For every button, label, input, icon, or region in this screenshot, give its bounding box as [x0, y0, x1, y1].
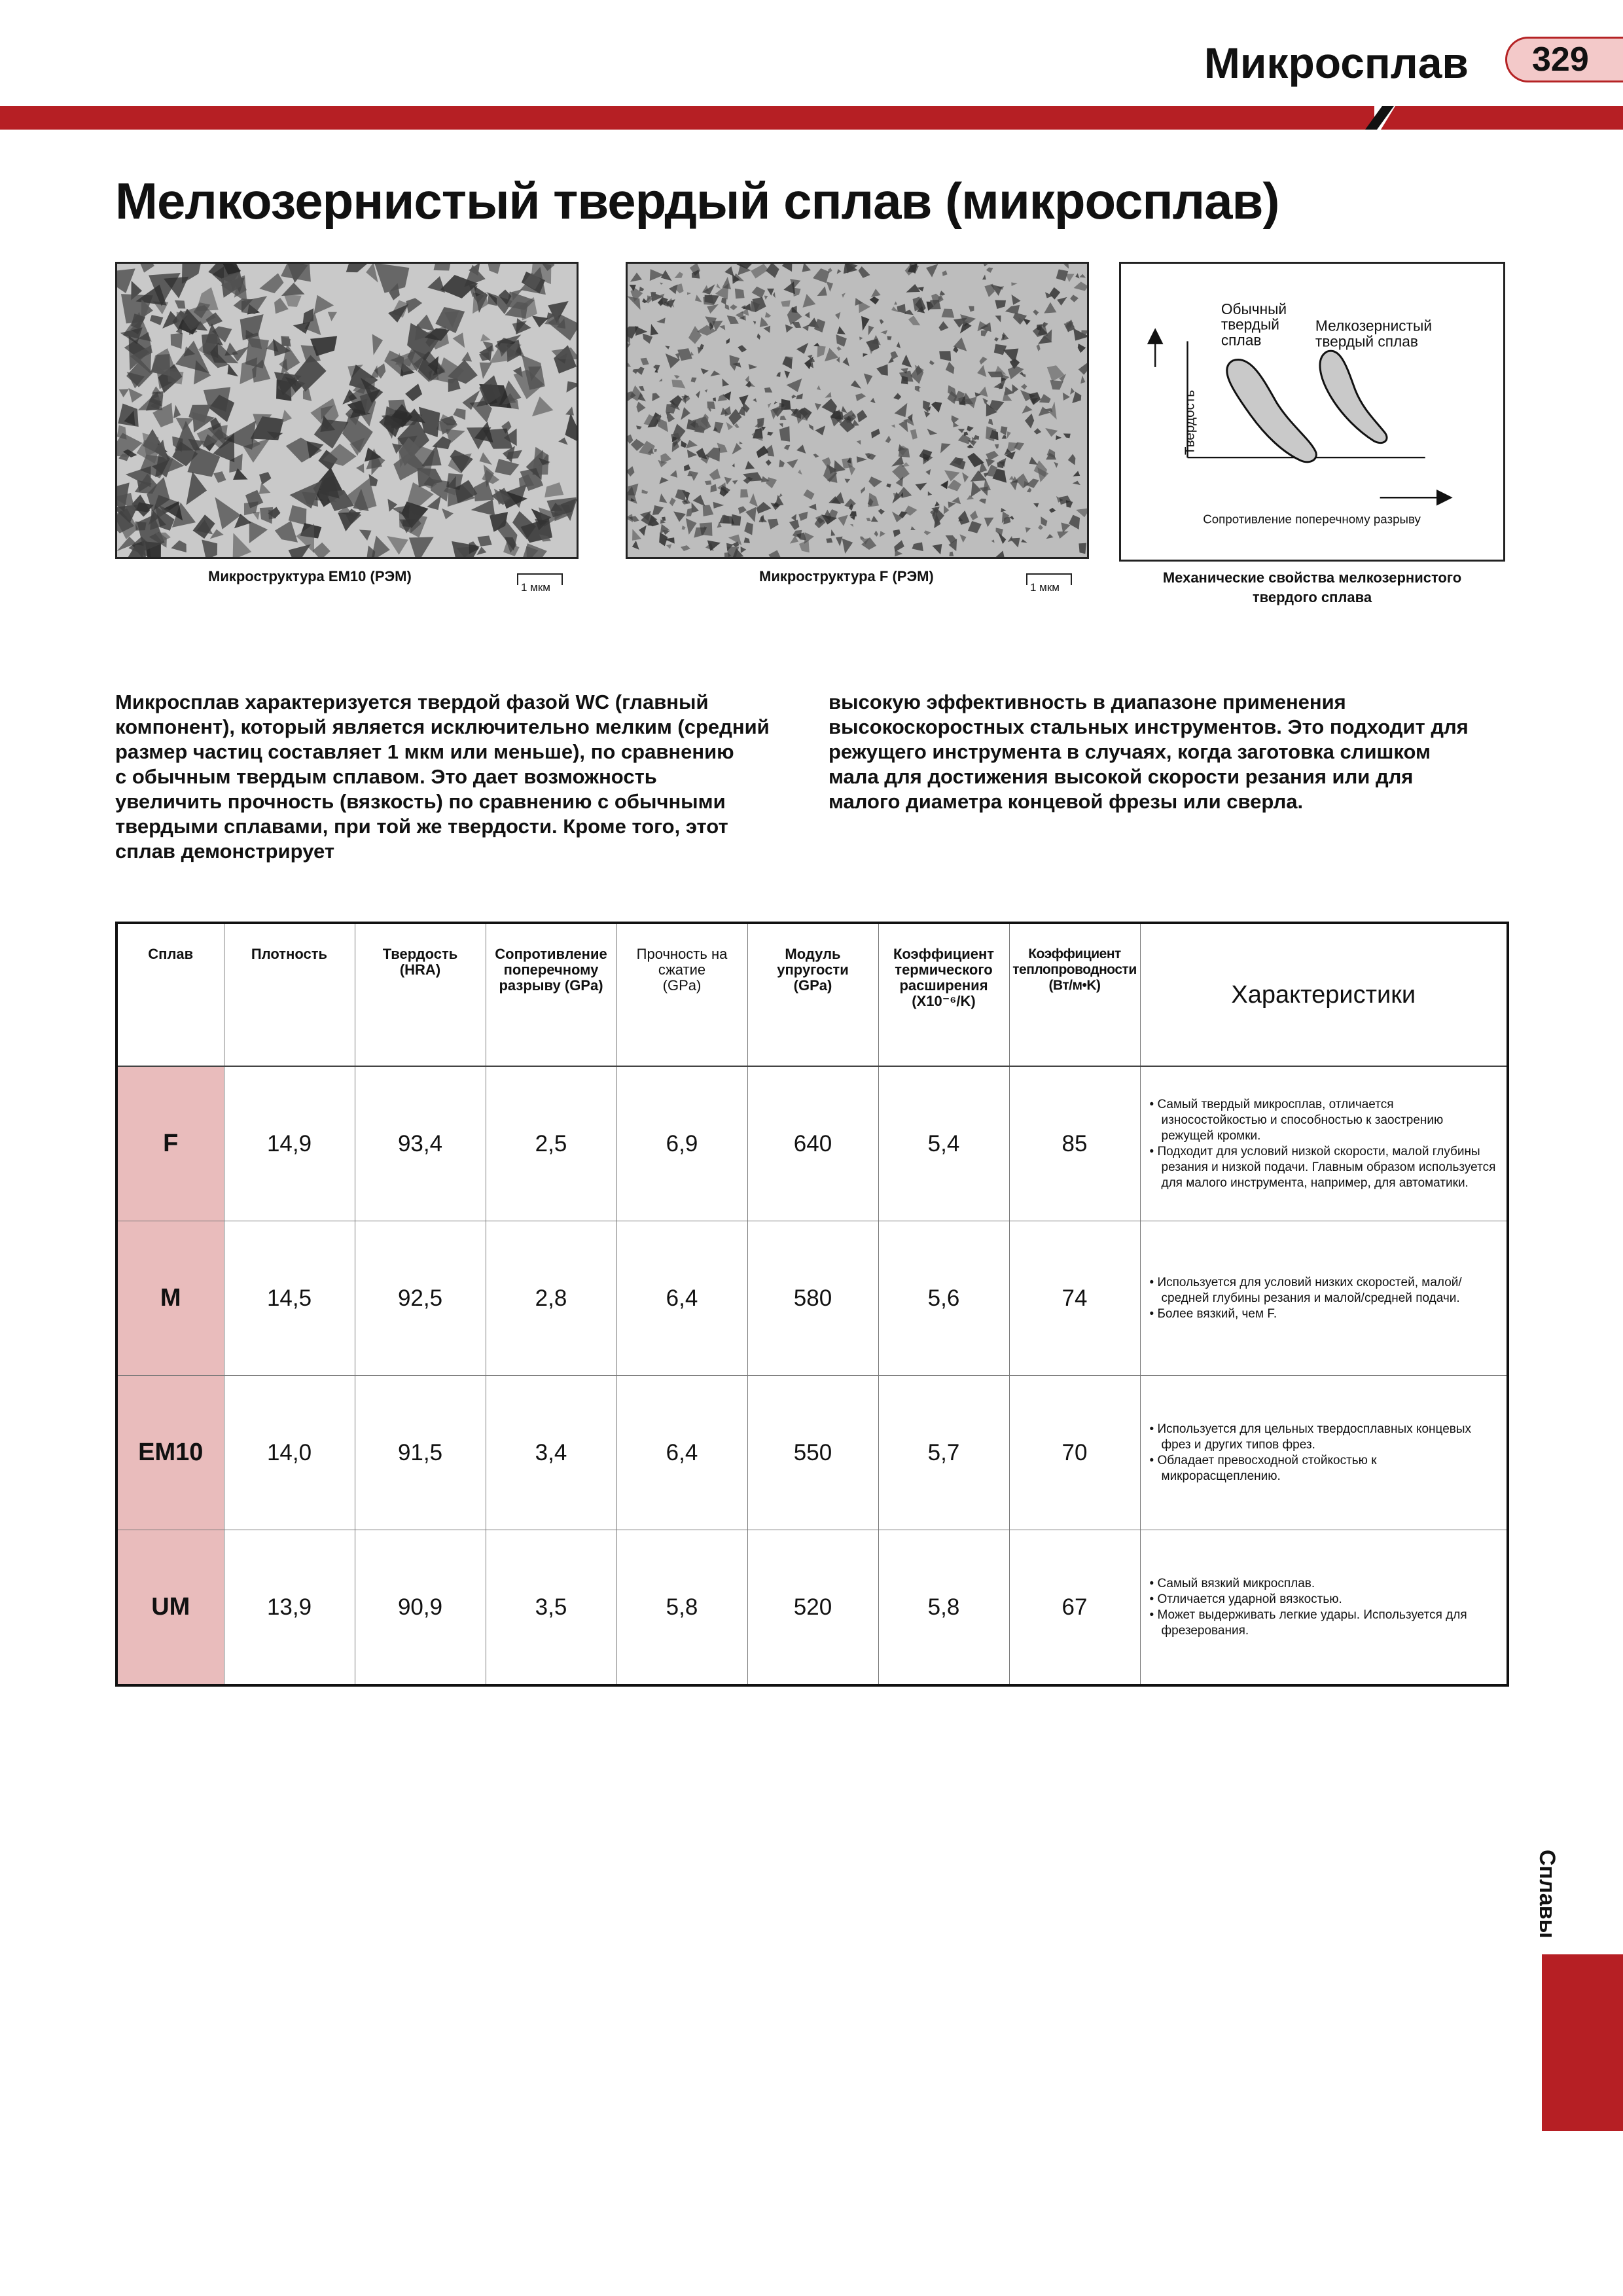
side-tab-label[interactable]: Сплавы: [1535, 1850, 1560, 1939]
cell-density: 14,0: [224, 1376, 355, 1530]
page-number-badge: [1505, 37, 1623, 82]
cell-features: [1140, 1376, 1508, 1530]
table-row: [116, 1066, 1508, 1221]
intro-text-col2: высокую эффективность в диапазоне применения высокоскоростных стальных инструментов. Это подходит для режущего инструмента в случаях, когда заготовка слишком мала для достижения высокой скорости резания или для малого диаметра концевой фрезы или сверла.: [829, 691, 1469, 813]
cell-grade: UM: [116, 1530, 224, 1686]
cell-compressive: 6,9: [616, 1066, 747, 1221]
intro-text-col1: Микросплав характеризуется твердой фазой WC (главный компонент), который является исключительно мелким (средний размер частиц составляет 1 мкм или меньше), по сравнению с обычным твердым сплавом. Это дает возможность увеличить прочность (вязкость) по сравнению с обычными твердыми сплавами, при той же твердости. Кроме того, этот сплав демонстрирует: [115, 691, 770, 863]
cell-modulus: 520: [747, 1530, 878, 1686]
header-rule: [0, 106, 1374, 130]
micrograph-em10: [115, 262, 579, 559]
cell-grade: F: [116, 1066, 224, 1221]
cell-compressive: 6,4: [616, 1376, 747, 1530]
diagram-caption: [1119, 568, 1505, 607]
cell-trs: 2,8: [486, 1221, 616, 1376]
col-header-trs: Сопротивление поперечному разрыву (GPa): [486, 923, 616, 1066]
grades-table: [115, 922, 1509, 1687]
cell-hardness: 92,5: [355, 1221, 486, 1376]
feature-item: • Может выдерживать легкие удары. Используется для фрезерования.: [1150, 1607, 1498, 1639]
feature-item: • Используется для условий низких скоростей, малой/средней глубины резания и малой/средней подачи.: [1150, 1275, 1498, 1306]
cell-hardness: 90,9: [355, 1530, 486, 1686]
table-row: [116, 1221, 1508, 1376]
side-tab-marker[interactable]: [1542, 1954, 1623, 2131]
cell-thermal-expansion: 5,7: [878, 1376, 1009, 1530]
fine-grain-alloy-region: [1320, 351, 1387, 442]
cell-density: 14,5: [224, 1221, 355, 1376]
cell-trs: 3,5: [486, 1530, 616, 1686]
conventional-alloy-region: [1227, 359, 1317, 461]
x-axis-label: Сопротивление поперечному разрыву: [1203, 512, 1421, 526]
cell-grade: EM10: [116, 1376, 224, 1530]
table-row: [116, 1376, 1508, 1530]
diagram-caption-line: твердого сплава: [1252, 589, 1372, 605]
properties-diagram: [1119, 262, 1505, 562]
col-header-features: Характеристики: [1140, 923, 1508, 1066]
scale-label: 1 мкм: [521, 581, 550, 594]
feature-item: • Обладает превосходной стойкостью к микрорасщеплению.: [1150, 1453, 1498, 1484]
col-header-thermal-conductivity: Коэффициент теплопроводности (Вт/м•K): [1009, 923, 1140, 1066]
micrograph-f: [626, 262, 1089, 559]
cell-trs: 2,5: [486, 1066, 616, 1221]
cell-modulus: 640: [747, 1066, 878, 1221]
col-header-grade: Сплав: [116, 923, 224, 1066]
cell-density: 13,9: [224, 1530, 355, 1686]
feature-item: • Подходит для условий низкой скорости, малой глубины резания и низкой подачи. Главным образом используется для малого инструмента, например, для автоматики.: [1150, 1144, 1498, 1191]
section-title: Микросплав: [1204, 39, 1469, 87]
fine-grain-alloy-label: Мелкозернистый твердый сплав: [1315, 317, 1433, 350]
diagram-caption-line: Механические свойства мелкозернистого: [1162, 569, 1462, 586]
col-header-modulus: Модуль упругости (GPa): [747, 923, 878, 1066]
feature-item: • Самый вязкий микросплав.: [1150, 1576, 1498, 1592]
micrograph-f-caption: Микроструктура F (РЭМ): [759, 568, 934, 584]
cell-hardness: 91,5: [355, 1376, 486, 1530]
y-axis-label: Твердость: [1182, 389, 1198, 456]
cell-modulus: 580: [747, 1221, 878, 1376]
feature-item: • Самый твердый микросплав, отличается износостойкостью и способностью к заострению режущей кромки.: [1150, 1097, 1498, 1144]
page-number: 329: [1532, 41, 1589, 79]
cell-thermal-conductivity: 67: [1009, 1530, 1140, 1686]
page-title: Мелкозернистый твердый сплав (микросплав): [115, 172, 1279, 230]
cell-thermal-expansion: 5,6: [878, 1221, 1009, 1376]
cell-density: 14,9: [224, 1066, 355, 1221]
conventional-alloy-label: Обычный твердый сплав: [1221, 300, 1287, 349]
cell-compressive: 5,8: [616, 1530, 747, 1686]
cell-modulus: 550: [747, 1376, 878, 1530]
cell-compressive: 6,4: [616, 1221, 747, 1376]
cell-features: [1140, 1530, 1508, 1686]
feature-item: • Более вязкий, чем F.: [1150, 1306, 1498, 1322]
cell-features: [1140, 1066, 1508, 1221]
cell-thermal-conductivity: 70: [1009, 1376, 1140, 1530]
cell-thermal-conductivity: 74: [1009, 1221, 1140, 1376]
cell-thermal-expansion: 5,8: [878, 1530, 1009, 1686]
col-header-compressive: Прочность на сжатие (GPa): [616, 923, 747, 1066]
col-header-density: Плотность: [224, 923, 355, 1066]
cell-grade: M: [116, 1221, 224, 1376]
header-rule-end: [1381, 106, 1623, 130]
feature-item: • Используется для цельных твердосплавных концевых фрез и других типов фрез.: [1150, 1422, 1498, 1453]
cell-trs: 3,4: [486, 1376, 616, 1530]
table-row: [116, 1530, 1508, 1686]
cell-thermal-expansion: 5,4: [878, 1066, 1009, 1221]
col-header-hardness: Твердость (HRA): [355, 923, 486, 1066]
cell-hardness: 93,4: [355, 1066, 486, 1221]
cell-features: [1140, 1221, 1508, 1376]
cell-thermal-conductivity: 85: [1009, 1066, 1140, 1221]
scale-label: 1 мкм: [1030, 581, 1060, 594]
col-header-thermal-expansion: Коэффициент термического расширения (X10⁻⁶/K): [878, 923, 1009, 1066]
feature-item: • Отличается ударной вязкостью.: [1150, 1592, 1498, 1607]
micrograph-em10-caption: Микроструктура EM10 (РЭМ): [208, 568, 412, 584]
table-header-row: [116, 923, 1508, 1066]
